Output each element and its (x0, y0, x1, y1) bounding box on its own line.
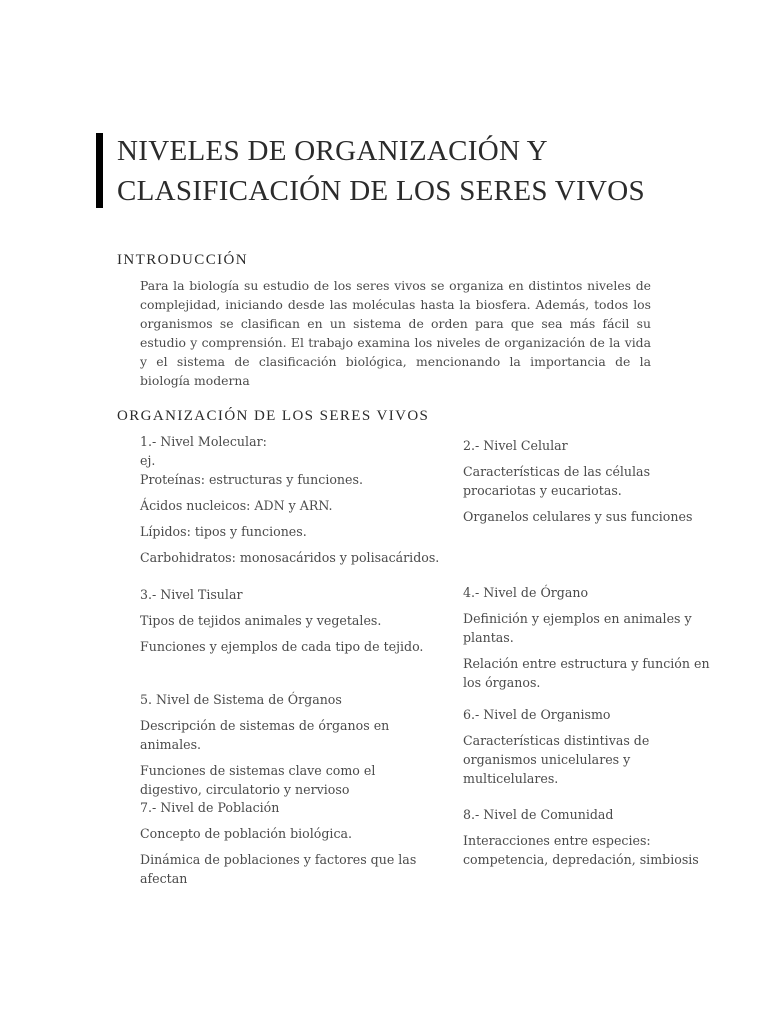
level-tisular (140, 585, 450, 663)
level-organismo (463, 705, 718, 795)
level-organo (463, 583, 713, 699)
level-title: 7.- Nivel de Población (140, 800, 280, 815)
level-comunidad (463, 805, 703, 876)
organization-heading: ORGANIZACIÓN DE LOS SERES VIVOS (117, 408, 430, 424)
level-line: Lípidos: tipos y funciones. (140, 524, 307, 539)
level-line: ej. (140, 453, 156, 468)
level-line: Concepto de población biológica. (140, 826, 353, 841)
level-poblacion (140, 798, 460, 895)
level-title: 5. Nivel de Sistema de Órganos (140, 692, 342, 707)
intro-heading: INTRODUCCIÓN (117, 252, 248, 268)
level-line: Descripción de sistemas de órganos en animales. (140, 718, 390, 752)
level-title: 1.- Nivel Molecular: (140, 434, 267, 449)
document-title-line-1: NIVELES DE ORGANIZACIÓN Y (117, 135, 548, 167)
level-line: Carbohidratos: monosacáridos y polisacáridos. (140, 550, 440, 565)
level-title: 6.- Nivel de Organismo (463, 707, 611, 722)
level-line: Tipos de tejidos animales y vegetales. (140, 613, 382, 628)
level-line: Ácidos nucleicos: ADN y ARN. (140, 498, 333, 513)
level-line: Relación entre estructura y función en los órganos. (463, 656, 710, 690)
level-line: Características de las células procariotas y eucariotas. (463, 464, 651, 498)
level-line: Definición y ejemplos en animales y plantas. (463, 611, 692, 645)
intro-paragraph: Para la biología su estudio de los seres vivos se organiza en distintos niveles de complejidad, iniciando desde las moléculas hasta la biosfera. Además, todos los organismos se clasifican en un sistema de orden para que sea más fácil su estudio y comprensión. El trabajo examina los niveles de organización de la vida y el sistema de clasificación biológica, mencionando la importancia de la biología moderna (140, 278, 651, 388)
level-molecular (140, 432, 450, 574)
level-title: 2.- Nivel Celular (463, 438, 568, 453)
level-line: Funciones de sistemas clave como el digestivo, circulatorio y nervioso (140, 763, 376, 797)
level-celular (463, 436, 713, 533)
level-line: Dinámica de poblaciones y factores que las afectan (140, 852, 417, 886)
level-line: Características distintivas de organismos unicelulares y multicelulares. (463, 733, 650, 786)
level-title: 4.- Nivel de Órgano (463, 585, 589, 600)
document-title (117, 131, 737, 211)
level-sistema-organos (140, 690, 440, 806)
level-line: Funciones y ejemplos de cada tipo de tejido. (140, 639, 424, 654)
level-line: Organelos celulares y sus funciones (463, 509, 693, 524)
level-line: Interacciones entre especies: competencia, depredación, simbiosis (463, 833, 699, 867)
title-accent-bar (96, 133, 103, 208)
document-title-line-2: CLASIFICACIÓN DE LOS SERES VIVOS (117, 175, 645, 207)
level-title: 3.- Nivel Tisular (140, 587, 243, 602)
level-title: 8.- Nivel de Comunidad (463, 807, 614, 822)
level-line: Proteínas: estructuras y funciones. (140, 472, 363, 487)
